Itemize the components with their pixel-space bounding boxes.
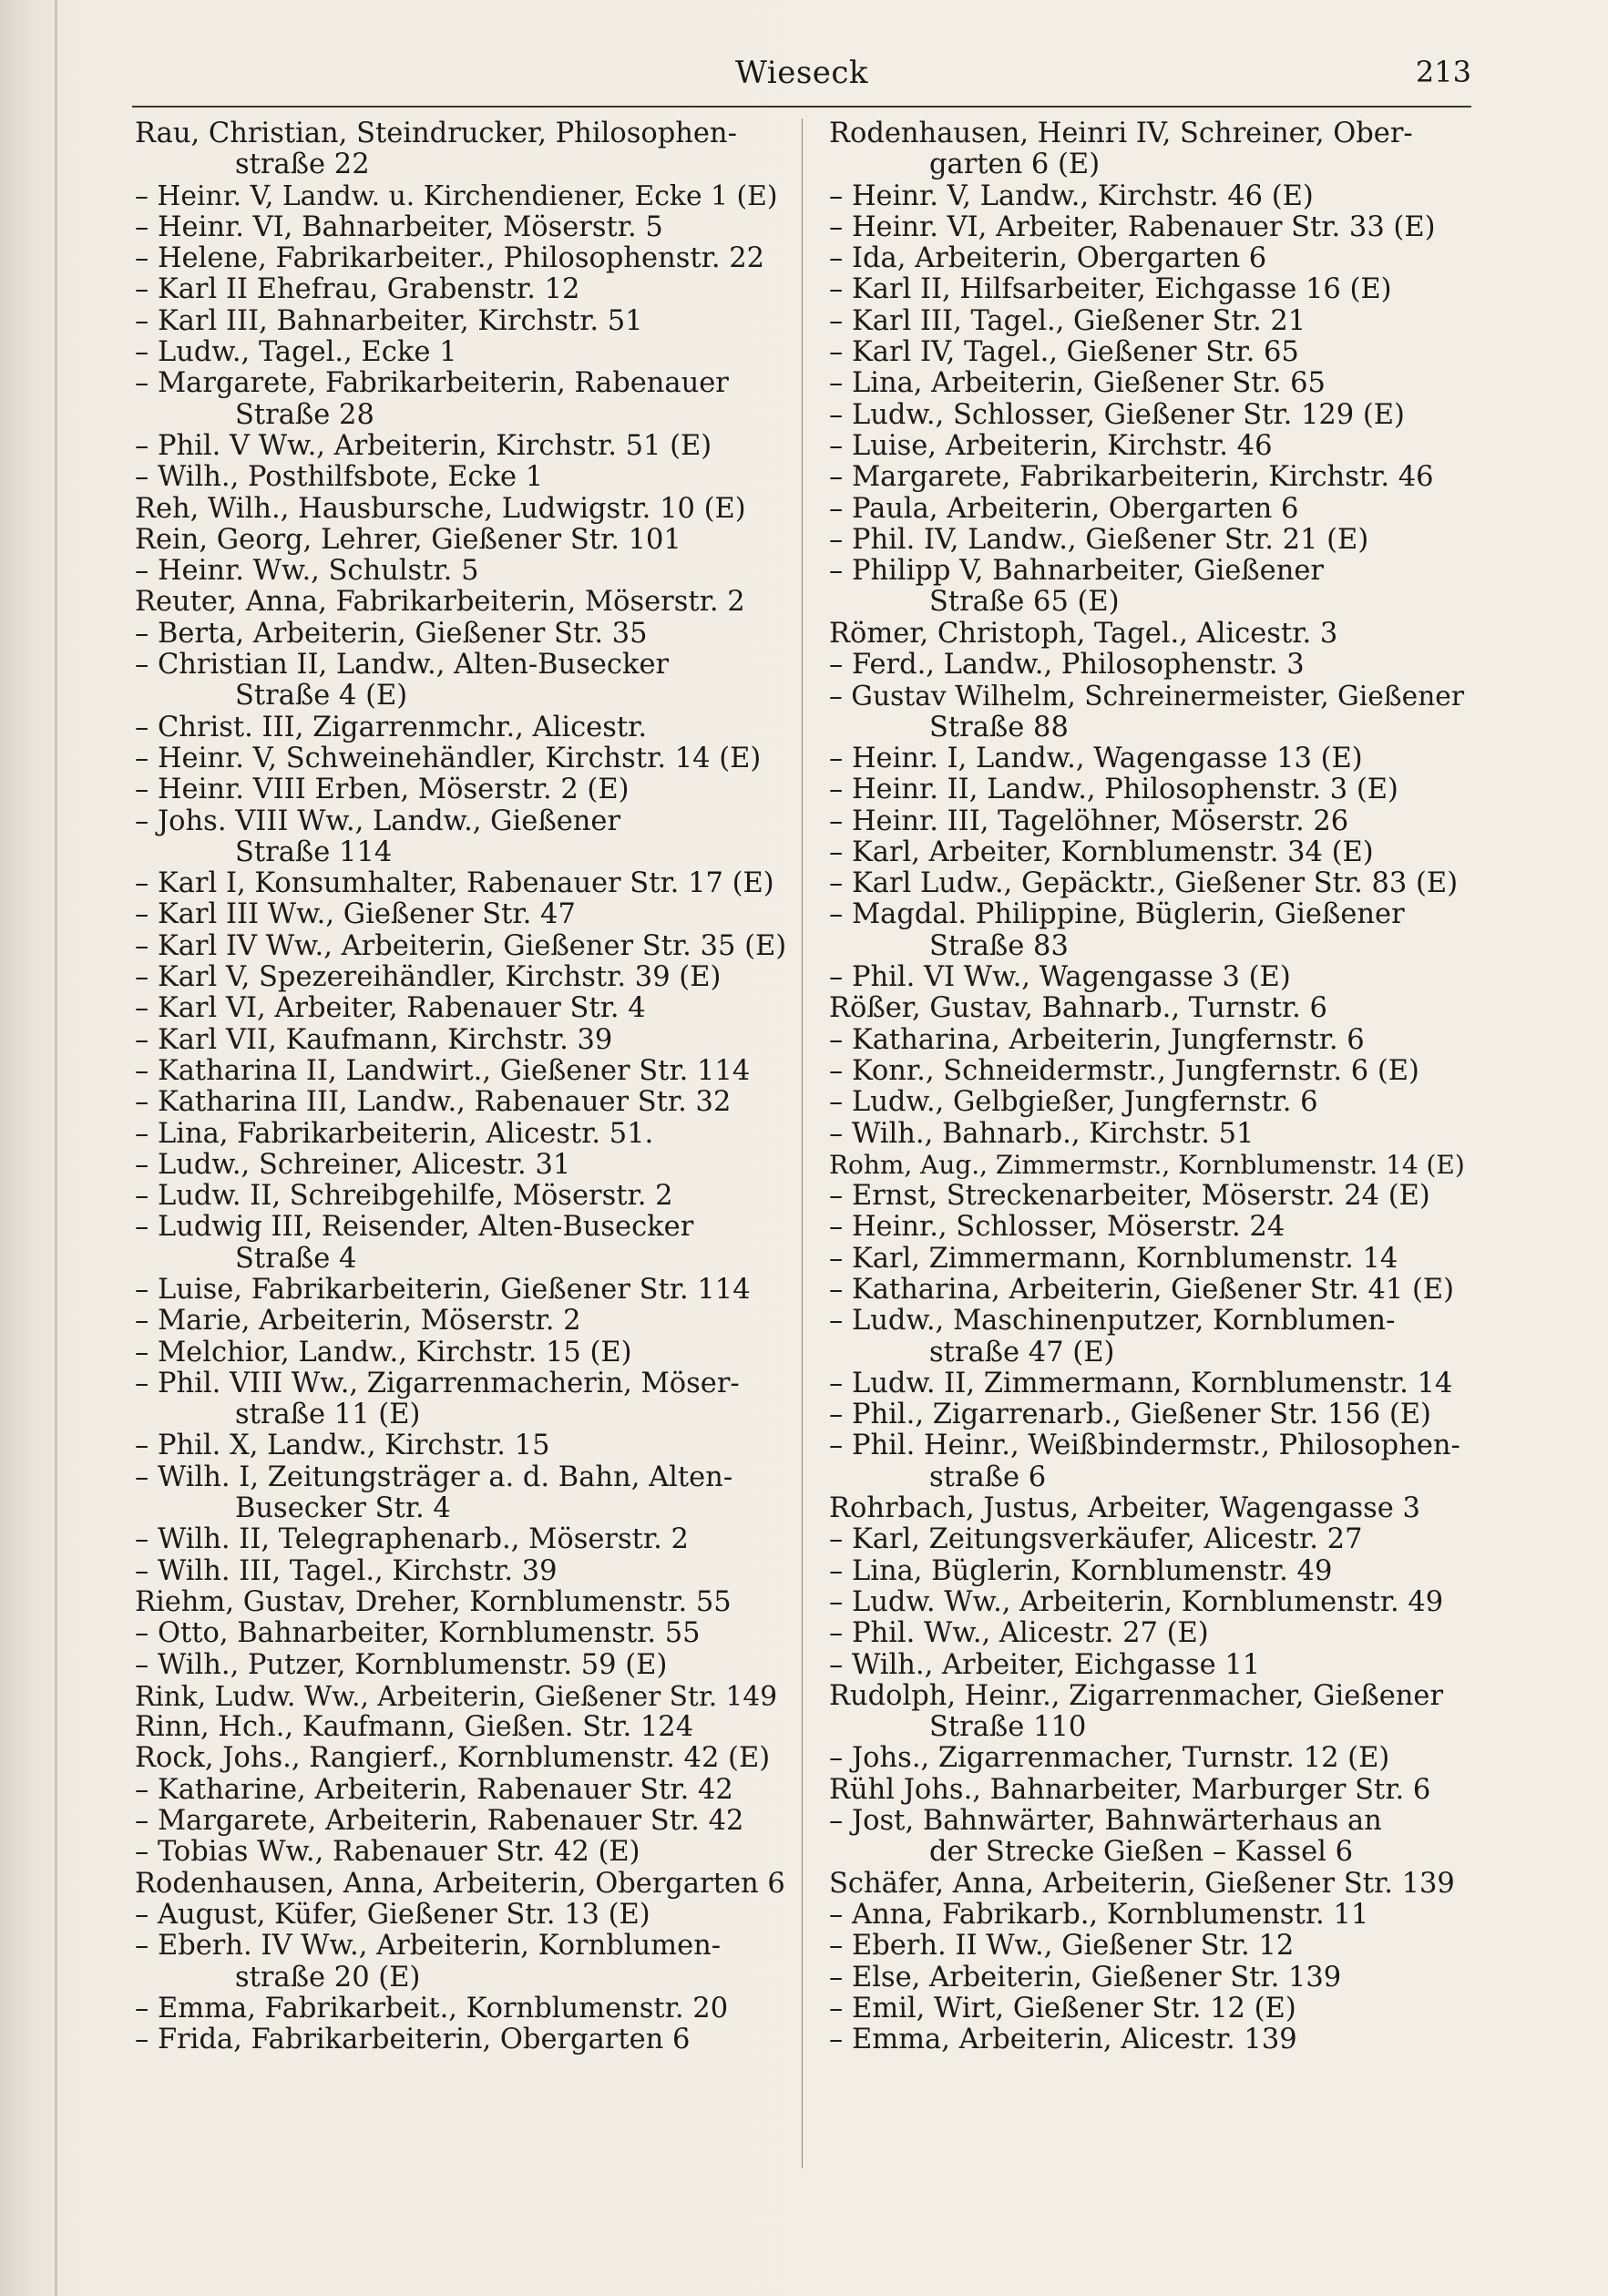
header-rule — [132, 106, 1471, 108]
entry-continuation: Straße 4 — [235, 1242, 357, 1275]
sub-entry: – Wilh., Putzer, Kornblumenstr. 59 (E) — [135, 1648, 668, 1681]
entry-continuation: straße 6 — [929, 1461, 1047, 1493]
sub-entry: – Jost, Bahnwärter, Bahnwärterhaus an — [829, 1805, 1382, 1838]
sub-entry: – Marie, Arbeiterin, Möserstr. 2 — [135, 1305, 581, 1338]
directory-entry: Rohrbach, Justus, Arbeiter, Wagengasse 3 — [829, 1492, 1420, 1525]
sub-entry: – Heinr. VI, Arbeiter, Rabenauer Str. 33 (E) — [829, 210, 1436, 243]
sub-entry: – Karl VI, Arbeiter, Rabenauer Str. 4 — [135, 992, 646, 1025]
sub-entry: – Margarete, Arbeiterin, Rabenauer Str. 42 — [135, 1805, 744, 1838]
sub-entry: – Karl, Arbeiter, Kornblumenstr. 34 (E) — [829, 835, 1374, 868]
sub-entry: – Heinr. II, Landw., Philosophenstr. 3 (E) — [829, 774, 1398, 806]
sub-entry: – Margarete, Fabrikarbeiterin, Rabenauer — [135, 367, 729, 400]
sub-entry: – Karl II Ehefrau, Grabenstr. 12 — [135, 273, 580, 306]
sub-entry: – Johs., Zigarrenmacher, Turnstr. 12 (E) — [829, 1742, 1390, 1775]
entry-continuation: Straße 83 — [929, 929, 1069, 962]
entry-continuation: Straße 28 — [235, 398, 374, 431]
right-column — [829, 118, 1478, 2055]
sub-entry: – Katharina, Arbeiterin, Gießener Str. 41 (E) — [829, 1273, 1455, 1306]
directory-entry: Rodenhausen, Heinri IV, Schreiner, Ober- — [829, 118, 1413, 149]
sub-entry: – Wilh. III, Tagel., Kirchstr. 39 — [135, 1554, 558, 1587]
directory-entry: Rohm, Aug., Zimmermstr., Kornblumenstr. 14 (E) — [829, 1149, 1465, 1180]
running-title: Wieseck — [734, 55, 869, 91]
entry-continuation: Straße 110 — [929, 1711, 1087, 1744]
entry-continuation: Straße 4 (E) — [235, 680, 408, 712]
entry-continuation: straße 47 (E) — [929, 1336, 1115, 1368]
sub-entry: – Ludwig III, Reisender, Alten-Busecker — [135, 1211, 694, 1244]
page-header — [132, 47, 1471, 102]
sub-entry: – Phil. Ww., Alicestr. 27 (E) — [829, 1617, 1209, 1650]
sub-entry: – Heinr. V, Schweinehändler, Kirchstr. 14 (E) — [135, 742, 762, 774]
directory-entry: Rodenhausen, Anna, Arbeiterin, Obergarten 6 — [135, 1867, 785, 1900]
sub-entry: – Wilh. I, Zeitungsträger a. d. Bahn, Alten- — [135, 1461, 733, 1493]
sub-entry: – Ernst, Streckenarbeiter, Möserstr. 24 (E) — [829, 1180, 1430, 1213]
sub-entry: – Helene, Fabrikarbeiter., Philosophenstr. 22 — [135, 242, 765, 275]
sub-entry: – Emma, Arbeiterin, Alicestr. 139 — [829, 2024, 1297, 2056]
directory-entry: Rock, Johs., Rangierf., Kornblumenstr. 42 (E) — [135, 1742, 771, 1775]
sub-entry: – Lina, Büglerin, Kornblumenstr. 49 — [829, 1554, 1333, 1587]
sub-entry: – Paula, Arbeiterin, Obergarten 6 — [829, 492, 1299, 525]
sub-entry: – Ludw., Maschinenputzer, Kornblumen- — [829, 1305, 1396, 1338]
page-number: 213 — [1415, 55, 1471, 89]
sub-entry: – Ludw. Ww., Arbeiterin, Kornblumenstr. 49 — [829, 1585, 1444, 1618]
sub-entry: – Heinr., Schlosser, Möserstr. 24 — [829, 1211, 1285, 1244]
sub-entry: – Karl IV Ww., Arbeiterin, Gießener Str. 35 (E) — [135, 929, 787, 962]
sub-entry: – Heinr. VIII Erben, Möserstr. 2 (E) — [135, 774, 630, 806]
sub-entry: – Philipp V, Bahnarbeiter, Gießener — [829, 555, 1324, 588]
sub-entry: – Ida, Arbeiterin, Obergarten 6 — [829, 242, 1267, 275]
directory-entry: Reuter, Anna, Fabrikarbeiterin, Möserstr. 2 — [135, 586, 745, 619]
sub-entry: – Ludw., Schlosser, Gießener Str. 129 (E) — [829, 398, 1405, 431]
sub-entry: – Wilh., Arbeiter, Eichgasse 11 — [829, 1648, 1261, 1681]
entry-continuation: straße 22 — [235, 149, 370, 181]
sub-entry: – Magdal. Philippine, Büglerin, Gießener — [829, 898, 1405, 931]
sub-entry: – Heinr. Ww., Schulstr. 5 — [135, 555, 479, 588]
sub-entry: – Heinr. III, Tagelöhner, Möserstr. 26 — [829, 805, 1349, 837]
sub-entry: – Johs. VIII Ww., Landw., Gießener — [135, 805, 621, 837]
sub-entry: – Karl III, Bahnarbeiter, Kirchstr. 51 — [135, 304, 643, 337]
directory-entry: Rein, Georg, Lehrer, Gießener Str. 101 — [135, 523, 681, 556]
sub-entry: – Emil, Wirt, Gießener Str. 12 (E) — [829, 1992, 1296, 2024]
sub-entry: – Karl I, Konsumhalter, Rabenauer Str. 17 (E) — [135, 867, 774, 900]
sub-entry: – Ferd., Landw., Philosophenstr. 3 — [829, 649, 1305, 682]
sub-entry: – Katharine, Arbeiterin, Rabenauer Str. 42 — [135, 1773, 733, 1806]
sub-entry: – Luise, Fabrikarbeiterin, Gießener Str. 114 — [135, 1273, 751, 1306]
entry-continuation: Straße 114 — [235, 835, 393, 868]
sub-entry: – Phil. VIII Ww., Zigarrenmacherin, Möser- — [135, 1367, 740, 1399]
entry-continuation: garten 6 (E) — [929, 149, 1101, 181]
directory-entry: Reh, Wilh., Hausbursche, Ludwigstr. 10 (E) — [135, 492, 746, 525]
sub-entry: – Luise, Arbeiterin, Kirchstr. 46 — [829, 429, 1273, 462]
directory-entry: Schäfer, Anna, Arbeiterin, Gießener Str. 139 — [829, 1867, 1455, 1900]
sub-entry: – Heinr. V, Landw. u. Kirchendiener, Ecke 1 (E) — [135, 179, 778, 212]
sub-entry: – Karl, Zimmermann, Kornblumenstr. 14 — [829, 1242, 1398, 1275]
sub-entry: – Phil., Zigarrenarb., Gießener Str. 156 (E) — [829, 1399, 1431, 1431]
sub-entry: – Melchior, Landw., Kirchstr. 15 (E) — [135, 1336, 632, 1368]
entry-continuation: straße 11 (E) — [235, 1399, 421, 1431]
sub-entry: – Karl II, Hilfsarbeiter, Eichgasse 16 (E) — [829, 273, 1392, 306]
directory-entry: Römer, Christoph, Tagel., Alicestr. 3 — [829, 617, 1338, 650]
sub-entry: – Phil. Heinr., Weißbindermstr., Philosophen- — [829, 1430, 1460, 1462]
entry-continuation: Busecker Str. 4 — [235, 1492, 451, 1525]
directory-entry: Rößer, Gustav, Bahnarb., Turnstr. 6 — [829, 992, 1327, 1025]
sub-entry: – Wilh., Bahnarb., Kirchstr. 51 — [829, 1117, 1255, 1150]
sub-entry: – Christian II, Landw., Alten-Busecker — [135, 649, 670, 682]
directory-entry: Rinn, Hch., Kaufmann, Gießen. Str. 124 — [135, 1711, 694, 1744]
sub-entry: – Wilh. II, Telegraphenarb., Möserstr. 2 — [135, 1523, 689, 1556]
entry-continuation: straße 20 (E) — [235, 1961, 421, 1994]
sub-entry: – Katharina II, Landwirt., Gießener Str. 114 — [135, 1054, 751, 1087]
directory-entry: Rink, Ludw. Ww., Arbeiterin, Gießener Str. 149 — [135, 1680, 778, 1712]
sub-entry: – Karl VII, Kaufmann, Kirchstr. 39 — [135, 1023, 613, 1056]
sub-entry: – Ludw., Schreiner, Alicestr. 31 — [135, 1148, 571, 1181]
sub-entry: – Phil. V Ww., Arbeiterin, Kirchstr. 51 (E) — [135, 429, 712, 462]
sub-entry: – Heinr. VI, Bahnarbeiter, Möserstr. 5 — [135, 210, 663, 243]
entry-continuation: Straße 88 — [929, 711, 1069, 743]
directory-entry: Rühl Johs., Bahnarbeiter, Marburger Str. 6 — [829, 1773, 1431, 1806]
sub-entry: – Emma, Fabrikarbeit., Kornblumenstr. 20 — [135, 1992, 729, 2024]
sub-entry: – Karl Ludw., Gepäcktr., Gießener Str. 83 (E) — [829, 867, 1459, 900]
sub-entry: – Berta, Arbeiterin, Gießener Str. 35 — [135, 617, 648, 650]
sub-entry: – Tobias Ww., Rabenauer Str. 42 (E) — [135, 1836, 640, 1869]
sub-entry: – Eberh. IV Ww., Arbeiterin, Kornblumen- — [135, 1930, 722, 1963]
sub-entry: – Karl III, Tagel., Gießener Str. 21 — [829, 304, 1306, 337]
sub-entry: – Phil. X, Landw., Kirchstr. 15 — [135, 1430, 550, 1462]
sub-entry: – Eberh. II Ww., Gießener Str. 12 — [829, 1930, 1295, 1963]
sub-entry: – Karl V, Spezereihändler, Kirchstr. 39 (E) — [135, 961, 722, 994]
sub-entry: – Ludw. II, Schreibgehilfe, Möserstr. 2 — [135, 1180, 673, 1213]
entry-continuation: Straße 65 (E) — [929, 586, 1120, 619]
sub-entry: – Lina, Fabrikarbeiterin, Alicestr. 51. — [135, 1117, 654, 1150]
sub-entry: – Margarete, Fabrikarbeiterin, Kirchstr. 46 — [829, 461, 1434, 494]
sub-entry: – Otto, Bahnarbeiter, Kornblumenstr. 55 — [135, 1617, 701, 1650]
left-column — [135, 118, 791, 2055]
sub-entry: – Heinr. V, Landw., Kirchstr. 46 (E) — [829, 179, 1314, 212]
sub-entry: – Christ. III, Zigarrenmchr., Alicestr. — [135, 711, 648, 743]
sub-entry: – Phil. VI Ww., Wagengasse 3 (E) — [829, 961, 1291, 994]
sub-entry: – Anna, Fabrikarb., Kornblumenstr. 11 — [829, 1898, 1369, 1931]
sub-entry: – Wilh., Posthilfsbote, Ecke 1 — [135, 461, 544, 494]
sub-entry: – Lina, Arbeiterin, Gießener Str. 65 — [829, 367, 1326, 400]
sub-entry: – Frida, Fabrikarbeiterin, Obergarten 6 — [135, 2024, 691, 2056]
sub-entry: – Ludw., Gelbgießer, Jungfernstr. 6 — [829, 1086, 1318, 1119]
sub-entry: – Karl, Zeitungsverkäufer, Alicestr. 27 — [829, 1523, 1363, 1556]
sub-entry: – Karl IV, Tagel., Gießener Str. 65 — [829, 336, 1299, 369]
sub-entry: – August, Küfer, Gießener Str. 13 (E) — [135, 1898, 650, 1931]
sub-entry: – Ludw. II, Zimmermann, Kornblumenstr. 14 — [829, 1367, 1453, 1399]
sub-entry: – Konr., Schneidermstr., Jungfernstr. 6 (E) — [829, 1054, 1419, 1087]
sub-entry: – Ludw., Tagel., Ecke 1 — [135, 336, 457, 369]
sub-entry: – Katharina, Arbeiterin, Jungfernstr. 6 — [829, 1023, 1365, 1056]
sub-entry: – Karl III Ww., Gießener Str. 47 — [135, 898, 576, 931]
column-divider — [802, 118, 803, 2168]
sub-entry: – Heinr. I, Landw., Wagengasse 13 (E) — [829, 742, 1363, 774]
entry-continuation: der Strecke Gießen – Kassel 6 — [929, 1836, 1353, 1869]
sub-entry: – Else, Arbeiterin, Gießener Str. 139 — [829, 1961, 1342, 1994]
sub-entry: – Phil. IV, Landw., Gießener Str. 21 (E) — [829, 523, 1369, 556]
sub-entry: – Gustav Wilhelm, Schreinermeister, Gießener — [829, 680, 1465, 712]
directory-entry: Rudolph, Heinr., Zigarrenmacher, Gießener — [829, 1679, 1444, 1712]
binding-gutter — [55, 0, 57, 2296]
directory-entry: Rau, Christian, Steindrucker, Philosophen- — [135, 118, 737, 149]
directory-entry: Riehm, Gustav, Dreher, Kornblumenstr. 55 — [135, 1585, 732, 1618]
sub-entry: – Katharina III, Landw., Rabenauer Str. 32 — [135, 1086, 732, 1119]
